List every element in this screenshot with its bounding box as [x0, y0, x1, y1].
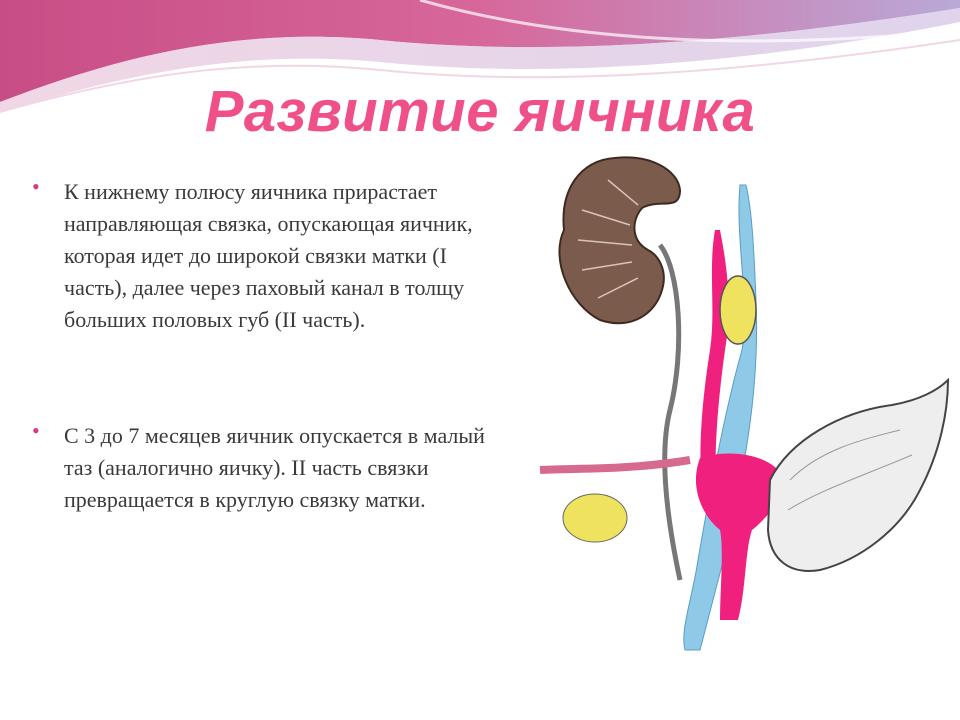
ovary-development-illustration [520, 150, 960, 660]
bullet-text: С 3 до 7 месяцев яичник опускается в малый таз (аналогично яичку). II часть связки превращается в круглую связку матки. [64, 423, 485, 512]
slide-title: Развитие яичника [204, 79, 756, 144]
ovary-lower-shape [563, 494, 627, 542]
fallopian-tube-line [540, 460, 690, 470]
ureter-line [660, 245, 680, 580]
bullet-dot-icon: • [32, 418, 40, 443]
bullet-dot-icon: • [32, 174, 40, 199]
bullet-text: К нижнему полюсу яичника прирастает направляющая связка, опускающая яичник, которая идет до широкой связки матки (I часть), далее через паховый канал в толщу больших половых губ (II часть). [64, 179, 473, 332]
ovary-upper-shape [720, 276, 756, 344]
bullet-item [20, 420, 510, 516]
kidney-shape [559, 157, 680, 323]
bullet-item [20, 176, 510, 336]
bullet-list [20, 176, 510, 516]
